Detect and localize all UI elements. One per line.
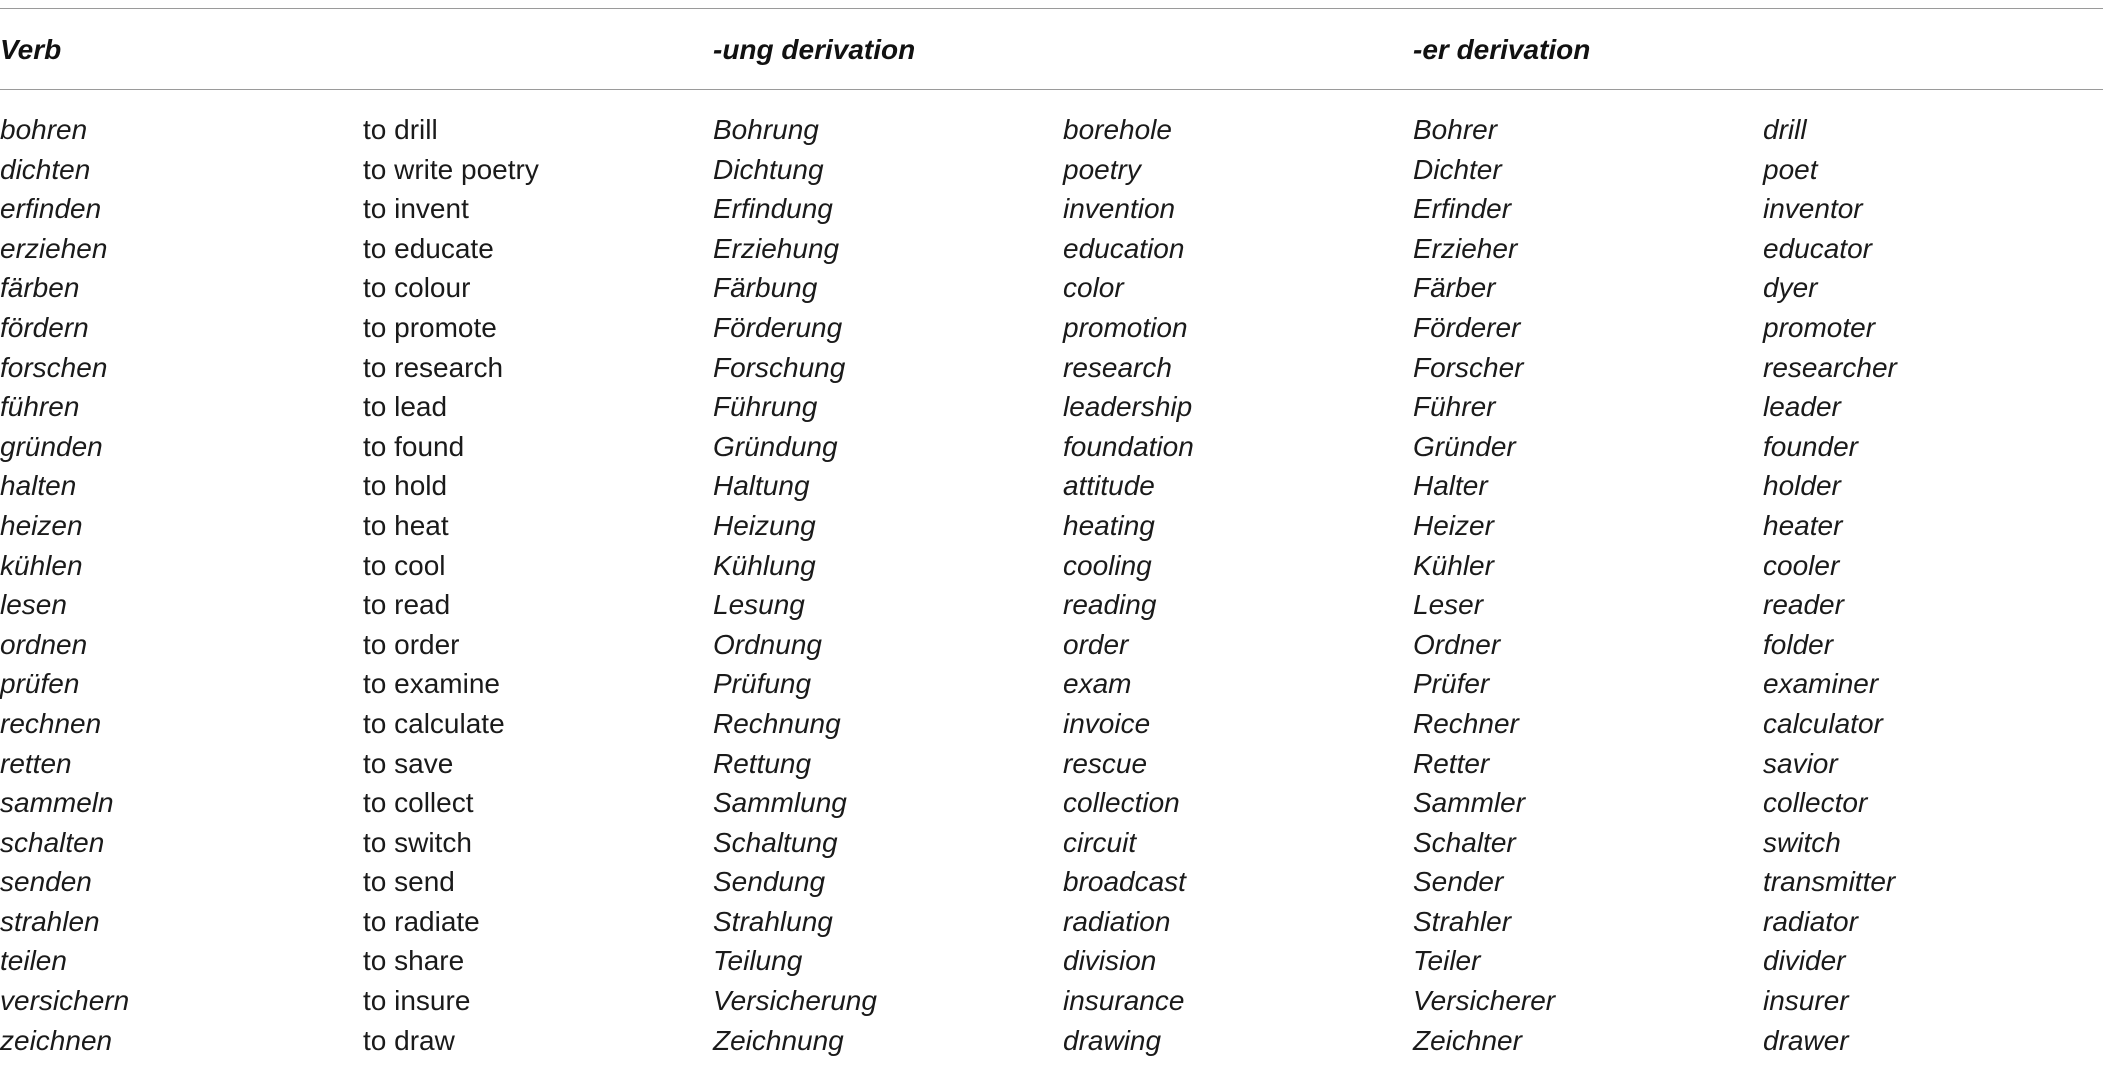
table-row (0, 387, 2103, 427)
ung-noun-cell: Forschung (713, 351, 846, 383)
er-gloss-cell: heater (1763, 509, 1843, 541)
er-gloss-cell: promoter (1763, 311, 1876, 343)
er-noun-cell: Rechner (1413, 707, 1519, 739)
er-gloss-cell: transmitter (1763, 866, 1896, 898)
verb-gloss-cell: to draw (363, 1024, 455, 1056)
ung-gloss-cell: research (1063, 351, 1172, 383)
ung-noun-cell: Versicherung (713, 985, 877, 1017)
table-row (0, 981, 2103, 1021)
ung-gloss-cell: invention (1063, 193, 1176, 225)
verb-cell: prüfen (0, 668, 80, 700)
verb-cell: gründen (0, 430, 103, 462)
ung-gloss-cell: cooling (1063, 549, 1152, 581)
ung-noun-cell: Erfindung (713, 193, 833, 225)
ung-gloss-cell: borehole (1063, 114, 1172, 145)
er-gloss-cell: holder (1763, 470, 1841, 502)
ung-noun-cell: Kühlung (713, 549, 816, 581)
er-gloss-cell: dyer (1763, 272, 1818, 304)
header-er-derivation: -er derivation (1413, 34, 1591, 65)
er-gloss-cell: savior (1763, 747, 1838, 779)
er-gloss-cell: cooler (1763, 549, 1840, 581)
er-gloss-cell: insurer (1763, 985, 1849, 1017)
er-noun-cell: Forscher (1413, 351, 1524, 383)
er-noun-cell: Leser (1413, 589, 1484, 621)
verb-gloss-cell: to found (363, 430, 465, 462)
verb-cell: färben (0, 272, 80, 304)
table-row (0, 941, 2103, 981)
ung-gloss-cell: exam (1063, 668, 1132, 700)
table-row (0, 229, 2103, 269)
table-row (0, 744, 2103, 784)
table-header-row (0, 30, 2103, 70)
verb-gloss-cell: to research (363, 351, 504, 383)
table-row (0, 585, 2103, 625)
er-gloss-cell: examiner (1763, 668, 1879, 700)
ung-noun-cell: Gründung (713, 430, 838, 462)
verb-cell: zeichnen (0, 1024, 113, 1056)
ung-gloss-cell: rescue (1063, 747, 1148, 779)
table-row (0, 902, 2103, 942)
table-row (0, 1021, 2103, 1061)
header-verb: Verb (0, 34, 62, 65)
ung-gloss-cell: radiation (1063, 905, 1171, 937)
ung-noun-cell: Sammlung (713, 787, 847, 819)
verb-cell: lesen (0, 589, 67, 621)
verb-gloss-cell: to order (363, 628, 460, 660)
ung-gloss-cell: broadcast (1063, 866, 1186, 898)
er-noun-cell: Führer (1413, 391, 1496, 423)
verb-gloss-cell: to colour (363, 272, 471, 304)
verb-cell: erziehen (0, 232, 108, 264)
verb-gloss-cell: to promote (363, 311, 497, 343)
verb-gloss-cell: to read (363, 589, 451, 621)
ung-gloss-cell: division (1063, 945, 1157, 977)
verb-cell: ordnen (0, 628, 88, 660)
er-noun-cell: Förderer (1413, 311, 1521, 343)
er-noun-cell: Färber (1413, 272, 1496, 304)
verb-cell: retten (0, 747, 72, 779)
verb-cell: kühlen (0, 549, 83, 581)
ung-gloss-cell: collection (1063, 787, 1180, 819)
verb-gloss-cell: to calculate (363, 707, 505, 739)
table-header-rule (0, 89, 2103, 90)
table-body (0, 110, 2103, 1060)
verb-cell: strahlen (0, 905, 100, 937)
ung-gloss-cell: foundation (1063, 430, 1194, 462)
ung-noun-cell: Lesung (713, 589, 805, 621)
er-noun-cell: Bohrer (1413, 114, 1498, 145)
er-gloss-cell: divider (1763, 945, 1846, 977)
verb-gloss-cell: to examine (363, 668, 500, 700)
verb-gloss-cell: to save (363, 747, 454, 779)
ung-noun-cell: Rechnung (713, 707, 841, 739)
table-row (0, 783, 2103, 823)
ung-gloss-cell: reading (1063, 589, 1157, 621)
er-noun-cell: Gründer (1413, 430, 1516, 462)
ung-gloss-cell: attitude (1063, 470, 1155, 502)
verb-gloss-cell: to radiate (363, 905, 480, 937)
er-gloss-cell: educator (1763, 232, 1872, 264)
verb-cell: erfinden (0, 193, 102, 225)
verb-cell: versichern (0, 985, 130, 1017)
table-row (0, 506, 2103, 546)
er-noun-cell: Dichter (1413, 153, 1502, 185)
table-row (0, 268, 2103, 308)
verb-gloss-cell: to cool (363, 549, 446, 581)
verb-cell: bohren (0, 114, 88, 145)
verb-gloss-cell: to lead (363, 391, 448, 423)
ung-noun-cell: Zeichnung (713, 1024, 844, 1056)
ung-gloss-cell: insurance (1063, 985, 1185, 1017)
table-row (0, 150, 2103, 190)
er-gloss-cell: researcher (1763, 351, 1897, 383)
ung-noun-cell: Strahlung (713, 905, 833, 937)
er-noun-cell: Teiler (1413, 945, 1481, 977)
ung-gloss-cell: drawing (1063, 1024, 1162, 1056)
er-noun-cell: Halter (1413, 470, 1488, 502)
er-gloss-cell: drawer (1763, 1024, 1849, 1056)
er-noun-cell: Heizer (1413, 509, 1494, 541)
table-row (0, 348, 2103, 388)
ung-noun-cell: Erziehung (713, 232, 840, 264)
er-noun-cell: Retter (1413, 747, 1490, 779)
er-gloss-cell: founder (1763, 430, 1858, 462)
ung-noun-cell: Dichtung (713, 153, 824, 185)
er-gloss-cell: leader (1763, 391, 1841, 423)
verb-gloss-cell: to invent (363, 193, 469, 225)
ung-gloss-cell: invoice (1063, 707, 1151, 739)
ung-noun-cell: Prüfung (713, 668, 812, 700)
ung-noun-cell: Förderung (713, 311, 843, 343)
ung-noun-cell: Führung (713, 391, 818, 423)
table-row (0, 862, 2103, 902)
er-gloss-cell: radiator (1763, 905, 1858, 937)
verb-cell: senden (0, 866, 92, 898)
table-row (0, 546, 2103, 586)
verb-cell: dichten (0, 153, 91, 185)
verb-cell: forschen (0, 351, 108, 383)
ung-gloss-cell: color (1063, 272, 1124, 304)
er-noun-cell: Schalter (1413, 826, 1516, 858)
verb-gloss-cell: to switch (363, 826, 472, 858)
er-gloss-cell: folder (1763, 628, 1834, 660)
ung-gloss-cell: poetry (1063, 153, 1141, 185)
ung-gloss-cell: promotion (1063, 311, 1188, 343)
er-noun-cell: Versicherer (1413, 985, 1556, 1017)
table-row (0, 308, 2103, 348)
ung-noun-cell: Haltung (713, 470, 810, 502)
verb-cell: fördern (0, 311, 89, 343)
ung-noun-cell: Sendung (713, 866, 826, 898)
er-gloss-cell: drill (1763, 114, 1807, 145)
er-noun-cell: Zeichner (1413, 1024, 1522, 1056)
verb-gloss-cell: to drill (363, 114, 438, 145)
er-gloss-cell: reader (1763, 589, 1844, 621)
table-row (0, 427, 2103, 467)
verb-cell: teilen (0, 945, 67, 977)
ung-noun-cell: Färbung (713, 272, 818, 304)
er-gloss-cell: inventor (1763, 193, 1863, 225)
ung-noun-cell: Rettung (713, 747, 812, 779)
ung-gloss-cell: order (1063, 628, 1129, 660)
verb-gloss-cell: to share (363, 945, 465, 977)
er-noun-cell: Sender (1413, 866, 1504, 898)
table-row (0, 625, 2103, 665)
verb-gloss-cell: to collect (363, 787, 474, 819)
ung-noun-cell: Teilung (713, 945, 803, 977)
ung-gloss-cell: education (1063, 232, 1185, 264)
er-noun-cell: Prüfer (1413, 668, 1490, 700)
verb-cell: halten (0, 470, 77, 502)
er-noun-cell: Sammler (1413, 787, 1526, 819)
table-row (0, 466, 2103, 506)
verb-gloss-cell: to insure (363, 985, 471, 1017)
ung-gloss-cell: heating (1063, 509, 1155, 541)
ung-noun-cell: Ordnung (713, 628, 822, 660)
ung-noun-cell: Heizung (713, 509, 816, 541)
er-gloss-cell: collector (1763, 787, 1868, 819)
ung-gloss-cell: circuit (1063, 826, 1137, 858)
table-row (0, 823, 2103, 863)
verb-cell: sammeln (0, 787, 114, 819)
table-top-rule (0, 8, 2103, 9)
table-row (0, 704, 2103, 744)
er-gloss-cell: switch (1763, 826, 1841, 858)
verb-gloss-cell: to write poetry (363, 153, 539, 185)
er-noun-cell: Strahler (1413, 905, 1512, 937)
header-ung-derivation: -ung derivation (713, 34, 916, 65)
er-gloss-cell: poet (1763, 153, 1818, 185)
verb-cell: führen (0, 391, 80, 423)
er-noun-cell: Erzieher (1413, 232, 1518, 264)
table-row (0, 189, 2103, 229)
er-noun-cell: Ordner (1413, 628, 1501, 660)
er-noun-cell: Kühler (1413, 549, 1494, 581)
verb-gloss-cell: to educate (363, 232, 494, 264)
verb-cell: rechnen (0, 707, 102, 739)
er-noun-cell: Erfinder (1413, 193, 1512, 225)
verb-cell: heizen (0, 509, 83, 541)
verb-cell: schalten (0, 826, 105, 858)
ung-noun-cell: Bohrung (713, 114, 819, 145)
verb-gloss-cell: to send (363, 866, 455, 898)
verb-gloss-cell: to hold (363, 470, 448, 502)
ung-gloss-cell: leadership (1063, 391, 1193, 423)
verb-gloss-cell: to heat (363, 509, 449, 541)
table-row (0, 110, 2103, 150)
ung-noun-cell: Schaltung (713, 826, 838, 858)
table-row (0, 664, 2103, 704)
er-gloss-cell: calculator (1763, 707, 1883, 739)
